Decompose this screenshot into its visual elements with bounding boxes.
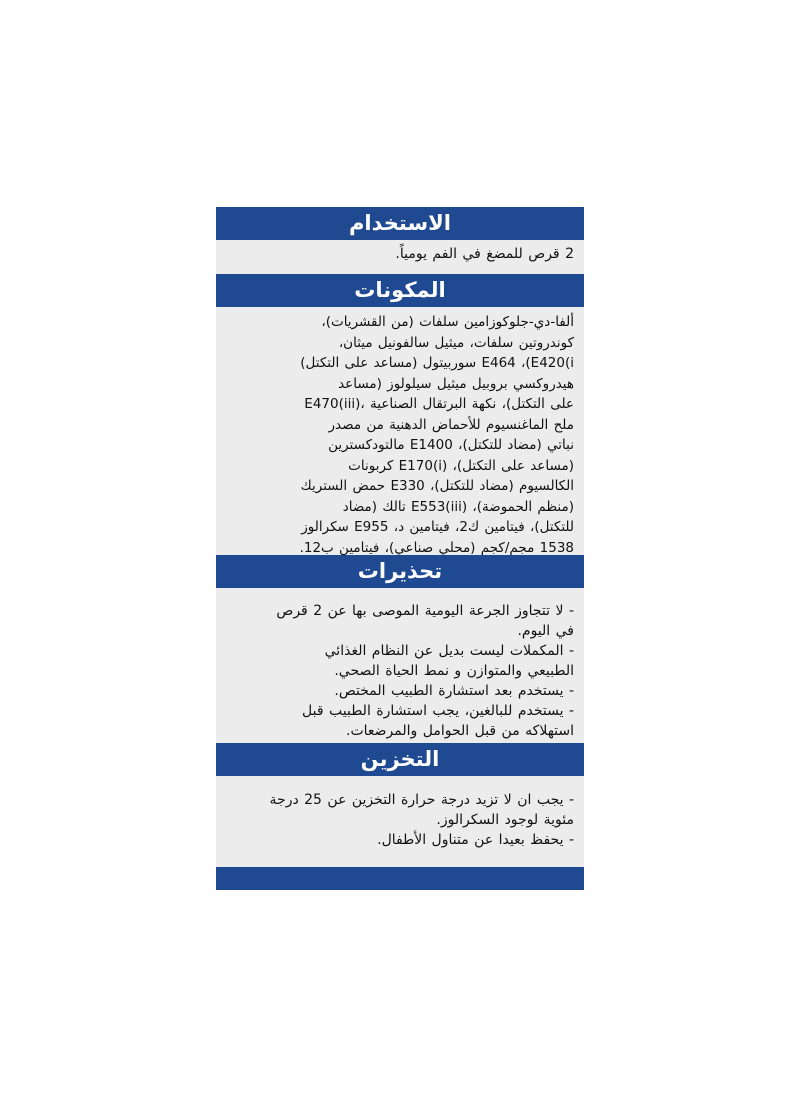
usage-text (226, 244, 574, 264)
ingredients-line: E464 ،(E420(i سوربيتول (مساعد على التكتل) (300, 355, 574, 371)
ingredients-line: الكالسيوم (مضاد للتكتل)، E330 حمض الستريك (300, 478, 574, 494)
ingredients-line: نباتي (مضاد للتكتل)، E1400 مالتودكسترين (328, 437, 574, 453)
ingredients-text (226, 312, 574, 558)
usage-line: 2 قرص للمضغ في الفم يومياً. (395, 246, 574, 262)
warnings-line: في اليوم. (517, 623, 574, 639)
ingredients-line: ملح الماغنسيوم للأحماض الدهنية من مصدر (328, 416, 574, 433)
storage-header: التخزين (216, 743, 584, 776)
warnings-line: - يستخدم للبالغين، يجب استشارة الطبيب قبل (302, 703, 574, 719)
ingredients-line: على التكتل)، نكهة البرتقال الصناعية ،(E470(iii (304, 396, 574, 412)
storage-line: مئوية لوجود السكرالوز. (436, 812, 574, 828)
product-info-panel (216, 207, 584, 890)
warnings-line: - يستخدم بعد استشارة الطبيب المختص. (334, 683, 574, 699)
ingredients-line: (مساعد على التكتل)، (E170(i كربونات (348, 457, 574, 474)
ingredients-line: ألفا-دي-جلوكوزامين سلفات (من القشريات)، (321, 314, 574, 330)
warnings-header: تحذيرات (216, 555, 584, 588)
usage-header: الاستخدام (216, 207, 584, 240)
ingredients-header: المكونات (216, 274, 584, 307)
ingredients-line: للتكتل)، فيتامين ك2، فيتامين د، E955 سكرالوز (301, 519, 574, 535)
ingredients-line: 1538 مجم/كجم (محلي صناعي)، فيتامين ب12. (299, 539, 574, 556)
ingredients-line: (منظم الحموضة)، (E553(iii تالك (مضاد (342, 498, 574, 515)
storage-text (226, 790, 574, 850)
warnings-line: - المكملات ليست بديل عن النظام الغذائي (324, 643, 574, 659)
warnings-line: - لا تتجاوز الجرعة اليومية الموصى بها عن 2 قرص (276, 603, 574, 619)
ingredients-line: هيدروكسي بروبيل ميثيل سيلولوز (مساعد (338, 375, 574, 392)
footer-bar (216, 867, 584, 890)
storage-line: - يحفظ بعيدا عن متناول الأطفال. (377, 832, 574, 848)
warnings-line: الطبيعي والمتوازن و نمط الحياة الصحي. (334, 663, 574, 679)
ingredients-line: كوندروتين سلفات، ميثيل سالفونيل ميثان، (338, 334, 574, 351)
storage-line: - يجب ان لا تزيد درجة حرارة التخزين عن 25 درجة (269, 792, 574, 808)
warnings-line: استهلاكه من قبل الحوامل والمرضعات. (346, 723, 574, 739)
warnings-text (226, 601, 574, 741)
